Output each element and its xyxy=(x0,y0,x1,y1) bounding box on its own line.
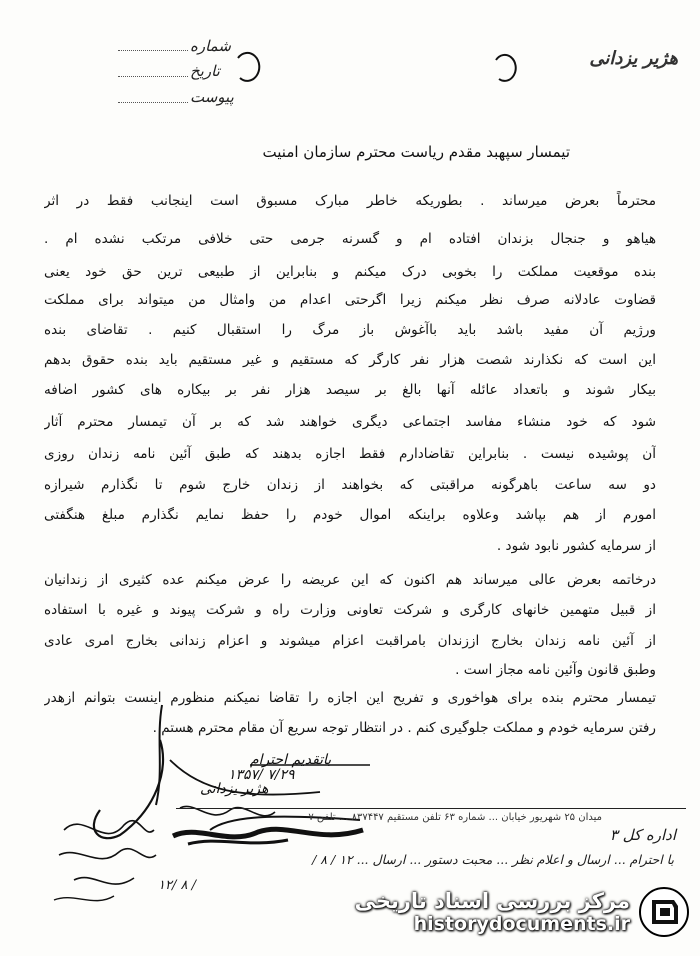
body-line: قضاوت عادلانه صرف نظر میکنم زیرا اگرحتی اعدام من وامثال من میتواند برای مملکت xyxy=(44,292,656,308)
body-line: بنده موقعیت مملکت را بخوبی درک میکنم و بنابراین از طبیعی ترین حق خود یعنی xyxy=(44,264,656,280)
number-label: شماره xyxy=(190,37,231,55)
stamp-mark xyxy=(168,818,368,852)
letterhead-logo: هژیر یزدانی xyxy=(589,48,678,69)
body-line: ورژیم آن مفید باشد باید باآغوش باز مرگ را استقبال کنیم . تقاضای بنده xyxy=(44,322,656,338)
body-line: هیاهو و جنجال بزندان افتاده ام و گسرنه جرمی حتی خلافی مرتکب نشده ام . xyxy=(44,231,656,247)
signature-name: هژیر یزدانی xyxy=(200,781,269,797)
watermark-title: مرکز بررسی اسناد تاریخی xyxy=(354,889,630,913)
body-line: درخاتمه بعرض عالی میرساند هم اکنون که این عریضه را عرض میکنم عده کثیری از زندانیان xyxy=(44,572,656,588)
body-line: وطبق قانون وآئین نامه مجاز است . xyxy=(455,662,656,678)
body-line: امورم از هم بپاشد وعلاوه براینکه اموال خودم را حفظ نمایم نگذارم مبلغ هنگفتی xyxy=(44,507,656,523)
body-line: از قبیل متهمین خانهای کارگری و شرکت تعاونی وزارت راه و شرکت پیوند و غیره با استفاده xyxy=(44,602,656,618)
body-line: محترماً بعرض میرساند . بطوریکه خاطر مبارک مسبوق است اینجانب فقط در اثر xyxy=(44,193,656,209)
watermark xyxy=(355,886,690,938)
body-line: تیمسار محترم بنده برای هواخوری و تفریح این اجازه را تقاضا نمیکنم منظورم اینست بتوانم ازهدر xyxy=(44,690,656,706)
attachment-line xyxy=(118,102,188,103)
attachment-label: پیوست xyxy=(190,88,234,106)
watermark-text xyxy=(355,889,630,935)
body-line: از سرمایه کشور نابود شود . xyxy=(496,538,656,554)
body-line: رفتن سرمایه خودم و مملکت جلوگیری کنم . در انتظار توجه سریع آن مقام محترم هستم . xyxy=(152,720,656,736)
body-line: دو سه ساعت باهرگونه مراقبتی که بخواهند از زندان خارج شوم تا نگذارم شیرازه xyxy=(44,477,656,493)
body-line: این است که نکذارند شصت هزار نفر کارگر که مستقیم و غیر مستقیم باید بنده حقوق بدهم xyxy=(44,352,656,368)
signature-closing: باتقدیم احترام xyxy=(250,752,332,768)
footer-address: میدان ۲۵ شهریور خیابان ... شماره ۶۳ تلفن مستقیم ۸۳۷۴۴۷ ... تلفن ۷ xyxy=(308,812,602,823)
handwritten-note-1: اداره کل ۳ xyxy=(609,826,676,844)
body-line: بیکار شوند و باتعداد عائله آنها بالغ بر سیصد هزار نفر بر بیکاره های کشور اضافه xyxy=(44,382,656,398)
body-line: شود که خود منشاء مفاسد اجتماعی دیگری خواهند شد که بر آن تیمسار محترم آثار xyxy=(44,414,656,430)
archive-logo-icon xyxy=(638,886,690,938)
date-label: تاریخ xyxy=(190,62,220,80)
date-line xyxy=(118,76,188,77)
letter-title: تیمسار سپهبد مقدم ریاست محترم سازمان امنیت xyxy=(262,143,570,161)
margin-scribbles xyxy=(44,800,164,910)
watermark-url: historydocuments.ir xyxy=(413,913,630,935)
body-line: از آئین نامه زندان بخارج اززندان بامراقبت اعزام میشوند و اعزام زندانی بخارج امری عادی xyxy=(44,633,656,649)
handwritten-note-2: با احترام ... ارسال و اعلام نظر ... محبت دستور ... ارسال ... ۱۲ / ۸ / xyxy=(312,852,674,867)
footer-rule xyxy=(176,808,686,809)
body-line: آن پوشیده نیست . بنابراین تقاضادارم فقط اجازه بدهند که طبق آئین نامه زندان روزی xyxy=(44,446,656,462)
margin-stroke xyxy=(150,700,170,810)
handwritten-date: ۱۲/ ۸ / xyxy=(158,878,196,893)
signature-date: ۱۳۵۷/ ۷/۲۹ xyxy=(228,767,295,783)
number-line xyxy=(118,50,188,51)
